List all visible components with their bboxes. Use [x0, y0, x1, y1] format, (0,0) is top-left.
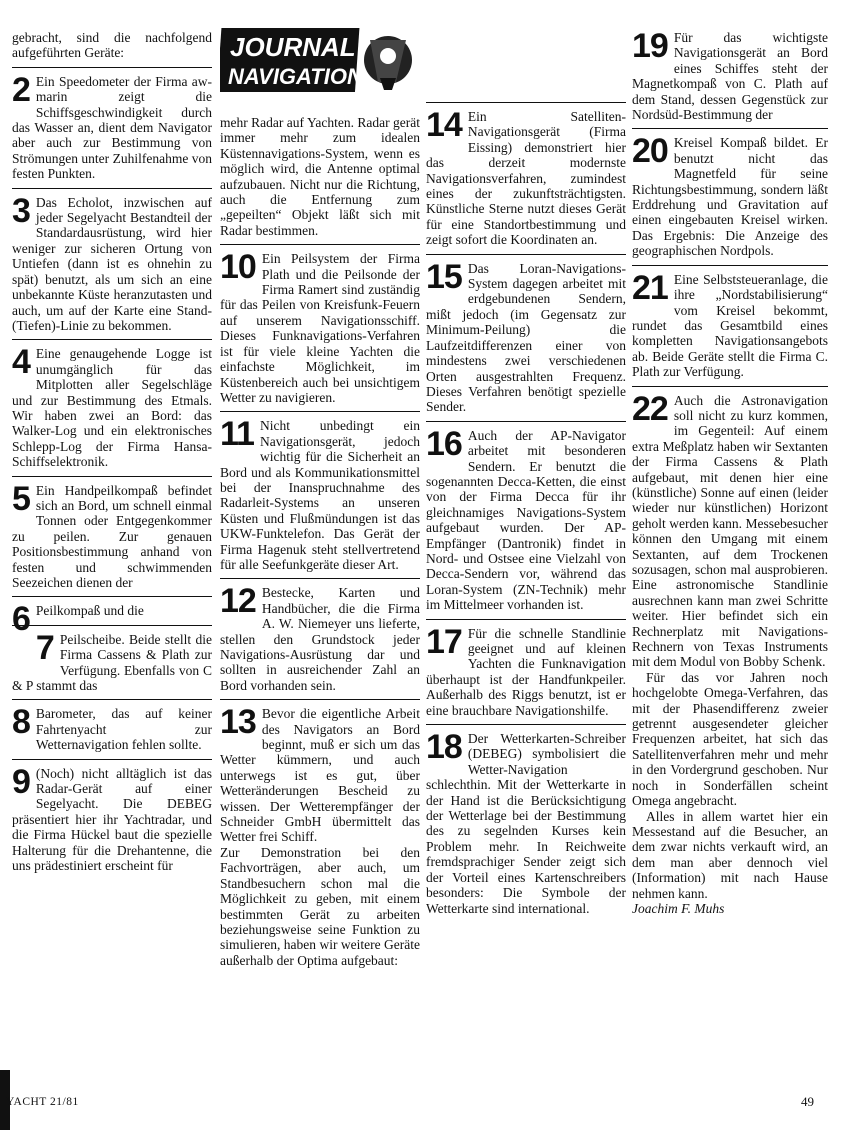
item-number: 9: [12, 762, 30, 801]
item-number: 10: [220, 248, 256, 287]
item-text: Eine Selbststeueranlage, die ihre „Nordstabilisierung“ vom Kreisel bekommt, rundet das Gesamtbild eines kompletten Navigationsangebots ab. Beide Geräte stellt die Firma C. Plath zur Verfügung.: [632, 271, 828, 380]
item-number: 7: [35, 628, 54, 667]
item-number: 16: [426, 424, 462, 463]
item-number: 12: [220, 582, 256, 621]
item-3: [12, 188, 212, 334]
item-4: [12, 339, 212, 469]
item-text: Ein Handpeilkompaß befindet sich an Bord, um schnell einmal Tonnen oder Entgegenkommer zu peilen. Zur genauen Positionsbestimmung anhand von festen und schwimmenden Seezeichen dienen der: [12, 482, 212, 590]
item-number: 15: [426, 257, 462, 296]
item-number: 18: [426, 728, 462, 767]
item-number: 21: [632, 268, 668, 307]
item-number: 8: [12, 703, 30, 742]
item-text: Barometer, das auf keiner Fahrtenyacht zur Wetternavigation fehlen sollte.: [35, 706, 212, 753]
item-number: 20: [632, 132, 668, 171]
item-text: Peilscheibe. Beide stellt die Firma Cassens & Plath zur Verfügung. Ebenfalls von C & P stammt das: [12, 631, 212, 694]
column-4: [632, 27, 828, 916]
item-text: Auch die Astronavigation soll nicht zu kurz kommen, im Gegenteil: Auf einem extra Meßplatz haben wir Sextanten der Firma Cassens & Plath aufgebaut, mit denen hier eine (künstliche) Sonne auf einen (leider wieder nur künstlichen) Horizont geholt werden kann. Messebesucher können den Umgang mit einem Sextanten, auf dem Trockenen sozusagen, schon mal ausprobieren. Eine astronomische Standlinie ausrechnen kann man zwei Schritte weiter. Hier befindet sich ein Rechnerplatz mit Navigations-Rechnern von Texas Instruments mit dem Modul von Bobby Schenk.: [632, 392, 828, 670]
item-5: [12, 476, 212, 591]
item-16: [426, 421, 626, 613]
item-21: [632, 265, 828, 380]
banner-logo: [220, 20, 416, 98]
item-7: [12, 625, 212, 694]
item-number: 19: [632, 27, 668, 65]
item-number: 14: [426, 106, 462, 144]
item-18: [426, 724, 626, 916]
item-text: Auch der AP-Navigator arbeitet mit besonderen Sendern. Er benutzt die sogenannten Decca-Ketten, die einst von der Firma Decca für ihr gleichnamiges Navigations-System aufgebaut wurden. Der AP-Empfänger (Dantronik) findet in Nord- und Ostsee eine Vielzahl von Decca-Sendern vor, während das Loran-System (ZN-Technik) mehr im Mittelmeer vorhanden ist.: [426, 427, 626, 613]
item-10: [220, 244, 420, 405]
intro-text: gebracht, sind die nachfolgend aufgeführten Geräte:: [12, 30, 212, 61]
journal-navigation-banner: [220, 20, 416, 98]
item-text: Das Loran-Navigations-System dagegen arbeitet mit erdgebundenen Sendern, mißt jedoch (im Gegensatz zur Minimum-Peilung) die Laufzeitdifferenzen einer von mindestens zwei verschiedenen Orten ausgestrahlten Frequenz. Dieses Verfahren benötigt spezielle Sender.: [426, 260, 626, 415]
item-19: [632, 27, 828, 123]
item-text: Nicht unbedingt ein Navigationsgerät, jedoch wichtig für die Sicherheit an Bord und als Kommunikationsmittel bei der Inanspruchnahme des Radarleit-Systems an unseren Küsten und Flußmündungen ist das UKW-Funktelefon. Das Gerät der Firma Hagenuk steht stellvertretend für alle Seefunkgeräte dieser Art.: [220, 418, 420, 572]
author-signature: Joachim F. Muhs: [632, 900, 725, 916]
item-number: 22: [632, 389, 668, 428]
demonstration-paragraph: Zur Demonstration bei den Fachvorträgen, aber auch, um Standbesuchern schon mal die Möglichkeit zu geben, mit einem bestimmten Gerät zu arbeiten beziehungsweise seine Funktion zu simulieren, haben wir weitere Geräte außerhalb der Optima aufgebaut:: [220, 844, 420, 968]
item-text: Für die schnelle Standlinie geeignet und auf kleinen Yachten die Funknavigation überhaupt ist der Handfunkpeiler. Außerhalb des Riggs benutzt, ist er eine brauchbare Navigationshilfe.: [426, 625, 626, 718]
column-3: [426, 96, 626, 916]
footer-issue: YACHT 21/81: [6, 1096, 79, 1108]
item-number: 17: [426, 622, 462, 661]
item-text: Eine genaugehende Logge ist unumgänglich für das Mitplotten aller Segelschläge und zur Bestimmung des Etmals. Wir haben zwei an Bord: das Walker-Log und ein elektronisches Schlepp-Log der Firma Hansa-Schiffselektronik.: [12, 346, 212, 470]
item-17: [426, 619, 626, 718]
item-number: 5: [12, 479, 30, 518]
item-12: [220, 578, 420, 693]
item-2: [12, 67, 212, 182]
page-number: 49: [801, 1094, 814, 1109]
item-9: [12, 759, 212, 874]
item-number: 11: [220, 415, 254, 454]
column-2: [220, 115, 420, 968]
item-text: Kreisel Kompaß bildet. Er benutzt nicht das Magnetfeld für seine Richtungsbestimmung, sondern läßt Erddrehung und Gravitation auf einen eingebauten Kreisel wirken. Das Ergebnis: Die Anzeige des geographischen Nordpols.: [632, 135, 828, 259]
item-text: Der Wetterkarten-Schreiber (DEBEG) symbolisiert die Wetter-Navigation schlechthin. Mit der Wetterkarte in der Hand ist die Berücksichtigung der Wetterlage bei der Bestimmung des zu segelnden Kurses kein Problem mehr. In Reichweite fremdsprachiger Sender zeigt sich der Vorteil eines Kartenschreibers besonders: Die Symbole der Wetterkarte sind international.: [426, 731, 626, 916]
item-13: [220, 699, 420, 845]
item-9-continued: mehr Radar auf Yachten. Radar gerät immer mehr zum idealen Küstennavigations-System, wenn es möglich wird, die Antenne optimal aufzubauen. Nicht nur die Richtung, auch die Entfernung zum „gepeilten“ Objekt läßt sich mit Radar bestimmen.: [220, 115, 420, 238]
item-15: [426, 254, 626, 415]
item-text: Bevor die eigentliche Arbeit des Navigators an Bord beginnt, muß er sich um das Wetter kümmern, und auch unterwegs ist es gut, über Wetteränderungen Bescheid zu wissen. Der Wetterempfänger der Schneider GmbH übermittelt das Wetter frei Schiff.: [220, 706, 420, 845]
column-1: [12, 30, 212, 874]
item-text: Ein Peilsystem der Firma Plath und die Peilsonde der Firma Ramert sind zuständig für das Peilen von Kreisfunk-Feuern auf unserem Navigationsschiff. Dieses Funknavigations-Verfahren ist für viele kleine Yachten die einfachste Möglichkeit, im Küstenbereich auch bei unsichtigem Wetter zu navigieren.: [220, 251, 420, 405]
item-text: Ein Speedometer der Firma aw-marin zeigt die Schiffsgeschwindigkeit durch das Wasser an, dient dem Navigator aber auch zur Bestimmung von Strömungen unter Zuhilfenahme von festen Punkten.: [12, 73, 212, 182]
item-14: [426, 102, 626, 248]
item-number: 4: [12, 343, 30, 382]
closing-paragraph-2: Alles in allem wartet hier ein Messestand auf die Besucher, an dem zwar nichts verkauft wird, an dem man aber dennoch viel (Information) mit nach Hause nehmen kann.: [632, 808, 828, 901]
banner-line1: JOURNAL: [230, 32, 356, 62]
item-number: 13: [220, 703, 256, 742]
item-text: Für das wichtigste Navigationsgerät an Bord eines Schiffes steht der Magnetkompaß von C. Plath auf dem Stand, dessen Gegenstück zur Nordsüd-Bestimmung der: [632, 30, 828, 123]
item-text: Bestecke, Karten und Handbücher, die die Firma A. W. Niemeyer uns lieferte, stellen den Grundstock jeder Navigations-Ausrüstung dar und sollten in ausreichender Zahl an Bord vorhanden sein.: [220, 585, 420, 693]
item-text: Peilkompaß und die: [35, 603, 144, 619]
item-text: Ein Satelliten-Navigationsgerät (Firma Eissing) demonstriert hier das derzeit modernste Navigationsverfahren, zumindest eines der zukunftsträchtigsten. Künstliche Sterne nutzt dieses Gerät für eine Standortbestimmung und zeigt sofort die Koordinaten an.: [426, 109, 626, 248]
item-11: [220, 411, 420, 572]
item-text: (Noch) nicht alltäglich ist das Radar-Gerät auf einer Segelyacht. Die DEBEG präsentiert hier ihr Yachtradar, und die Firma Hückel baut die spezielle Halterung für die Drehantenne, die uns prädestiniert erscheint für: [12, 765, 212, 874]
item-number: 6: [12, 600, 30, 639]
item-number: 2: [12, 70, 30, 109]
item-20: [632, 128, 828, 258]
item-6: [12, 596, 212, 639]
item-8: [12, 699, 212, 752]
item-number: 3: [12, 191, 30, 230]
closing-paragraph-1: Für das vor Jahren noch hochgelobte Omega-Verfahren, das mit der Phasendifferenz zweier getrennt ausgesendeter gleicher Frequenzen arbeitet, hat sich das Satellitenverfahren mehr und mehr in den Vordergrund geschoben. Nur noch in Sonderfällen scheint Omega angebracht.: [632, 669, 828, 809]
item-text: Das Echolot, inzwischen auf jeder Segelyacht Bestandteil der Standardausrüstung, wird hier weniger zur sicheren Ortung von Untiefen (dann ist es ohnehin zu spät) benutzt, als um sich an eine unbekannte Küste heranzutasten und auch, um auf der Karte eine Stand-(Tiefen)-Linie zu bekommen.: [12, 194, 212, 333]
item-22: [632, 386, 828, 670]
banner-line2: NAVIGATION: [228, 64, 363, 89]
